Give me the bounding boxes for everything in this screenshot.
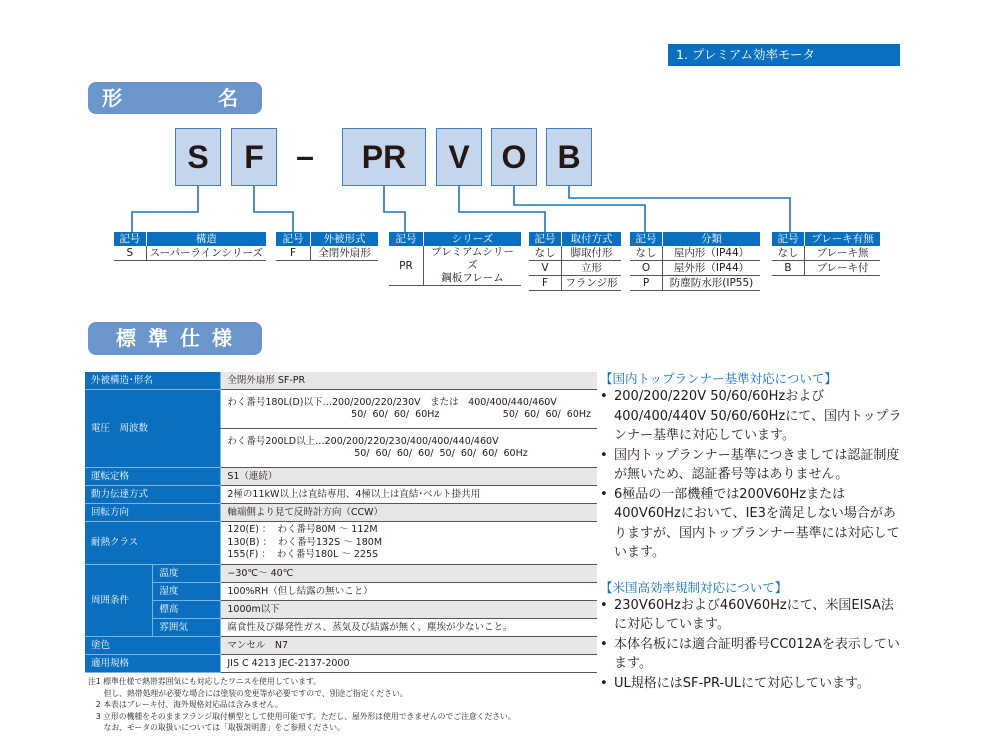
spec-label: 適用規格 (85, 655, 221, 673)
legend-header-classification: 分類 (663, 232, 761, 246)
spec-value (221, 390, 597, 429)
bullet-icon: • (600, 389, 608, 404)
legend-header-enclosure: 外被形式 (311, 232, 379, 246)
spec-row-ambient-temp (85, 565, 597, 583)
legend-structure (114, 232, 266, 261)
footnote-line: 3 立形の機種をそのままフランジ取付横型として使用可能です。ただし、屋外形は使用できませんのでご注意ください。 (88, 711, 516, 721)
spec-label: 耐熱クラス (85, 522, 221, 565)
spec-label: 動力伝達方式 (85, 486, 221, 504)
spec-value: JIS C 4213 JEC-2137-2000 (221, 655, 597, 673)
voltage-line-a2: 50/ 60/ 60/ 60Hz 50/ 60/ 60/ 60Hz (227, 409, 591, 420)
spec-row-ambient-humidity (85, 583, 597, 601)
connector-o (514, 186, 645, 232)
code-box-f: F (231, 128, 277, 186)
legend-header-symbol: 記号 (389, 232, 424, 246)
legend-header-symbol: 記号 (276, 232, 311, 246)
spec-label: 電圧 周波数 (85, 390, 221, 468)
legend-header-structure: 構造 (146, 232, 266, 246)
legend-classification (630, 232, 760, 291)
bullet-icon: • (600, 636, 608, 652)
note-item (600, 387, 905, 446)
spec-row-ambient-atmosphere (85, 619, 597, 637)
legend-symbol: F (529, 276, 562, 291)
code-box-v: V (436, 128, 482, 186)
legend-desc: 立形 (562, 261, 622, 276)
model-name-heading-char-1: 形 (102, 86, 122, 110)
code-dash: – (296, 138, 314, 174)
legend-row (276, 246, 378, 261)
note-text: 6極品の一部機種では200V60Hzまたは400V60Hzにおいて、IE3を満足しない場合がありますが、国内トップランナー基準には対応しています。 (614, 486, 900, 560)
legend-header-series: シリーズ (424, 232, 522, 246)
footnote-line: 2 本表はブレーキ付、海外規格対応品は含みません。 (88, 700, 283, 709)
note-item (600, 446, 905, 485)
spec-row-standard (85, 655, 597, 673)
spec-value: 1000m以下 (221, 601, 597, 619)
insulation-line-1: 120(E) ： わく番号80M ～ 112M (227, 524, 378, 536)
spec-value (221, 429, 597, 468)
connector-pr (384, 186, 405, 232)
legend-symbol: S (114, 246, 146, 261)
legend-symbol: O (630, 261, 663, 276)
spec-value: 全閉外扇形 SF-PR (221, 372, 597, 390)
voltage-line-a1: わく番号180L(D)以下…200/200/220/230V または 400/400/440/460V (227, 397, 557, 408)
model-name-heading (88, 82, 262, 114)
legend-desc (424, 246, 522, 286)
footnote-line: 但し、熱帯処理が必要な場合には塗装の変更等が必要ですので、別途ご指定ください。 (88, 688, 408, 698)
legend-desc: 屋内形（IP44） (663, 246, 761, 261)
legend-desc: スーパーラインシリーズ (146, 246, 266, 261)
model-name-heading-char-2: 名 (218, 86, 238, 110)
legend-desc: フランジ形 (562, 276, 622, 291)
legend-row (630, 246, 760, 261)
legend-mounting (529, 232, 621, 291)
spec-label: 回転方向 (85, 504, 221, 522)
legend-desc: 脚取付形 (562, 246, 622, 261)
note-text: UL規格にはSF-PR-ULにて対応しています。 (614, 675, 870, 691)
legend-header-brake: ブレーキ有無 (805, 232, 881, 246)
connector-b (569, 186, 790, 232)
note-item (600, 485, 905, 563)
legend-desc-line-1: プレミアムシリーズ (431, 246, 514, 271)
note-text: 本体名板には適合証明番号CC012Aを表示しています。 (614, 636, 900, 671)
spec-label: 塗色 (85, 637, 221, 655)
bullet-icon: • (600, 675, 608, 691)
legend-header-symbol: 記号 (630, 232, 663, 246)
bullet-icon: • (600, 597, 608, 613)
legend-desc: 屋外形（IP44） (663, 261, 761, 276)
legend-symbol: PR (389, 246, 424, 286)
footnote-line: 注1 標準仕様で熱帯雰囲気にも対応したワニスを使用しています。 (88, 677, 321, 686)
voltage-line-b1: わく番号200LD以上…200/200/220/230/400/400/440/460V (227, 436, 499, 447)
legend-row (389, 246, 521, 286)
legend-symbol: なし (772, 246, 805, 261)
legend-row (529, 246, 621, 261)
legend-symbol: P (630, 276, 663, 291)
code-box-b: B (546, 128, 592, 186)
spec-row-transmission (85, 486, 597, 504)
legend-row (772, 246, 880, 261)
spec-sublabel: 雰囲気 (153, 619, 221, 637)
legend-row (772, 261, 880, 276)
spec-value: 軸端側より見て反時計方向（CCW） (221, 504, 597, 522)
voltage-line-b2: 50/ 60/ 60/ 60/ 50/ 60/ 60/ 60Hz (227, 448, 528, 459)
legend-symbol: B (772, 261, 805, 276)
legend-header-symbol: 記号 (114, 232, 146, 246)
legend-desc: ブレーキ付 (805, 261, 881, 276)
spec-row-duty (85, 468, 597, 486)
bullet-icon: • (600, 486, 608, 502)
legend-desc: 防塵防水形(IP55) (663, 276, 761, 291)
spec-sublabel: 標高 (153, 601, 221, 619)
spec-row-rotation (85, 504, 597, 522)
footnotes (88, 676, 608, 734)
spec-value: −30℃～ 40℃ (221, 565, 597, 583)
legend-row (630, 261, 760, 276)
spec-value: 100%RH（但し結露の無いこと） (221, 583, 597, 601)
legend-enclosure (276, 232, 378, 261)
spec-value: S1（連続） (221, 468, 597, 486)
spec-value (221, 522, 597, 565)
standard-spec-heading: 標準仕様 (88, 322, 262, 355)
spec-value: 2極の11kW以上は直結専用、4極以上は直結･ベルト掛共用 (221, 486, 597, 504)
legend-symbol: なし (630, 246, 663, 261)
spec-row-ambient-altitude (85, 601, 597, 619)
spec-sublabel: 湿度 (153, 583, 221, 601)
legend-brake (772, 232, 880, 276)
bullet-icon: • (600, 447, 608, 463)
spec-row-paint (85, 637, 597, 655)
code-box-o: O (491, 128, 537, 186)
code-box-s: S (175, 128, 221, 186)
legend-row (114, 246, 266, 261)
right-notes (600, 370, 905, 693)
connector-s (132, 186, 198, 232)
spec-value: マンセル N7 (221, 637, 597, 655)
note-text: 230V60Hzおよび460V60Hzにて、米国EISA法に対応しています。 (614, 597, 894, 632)
legend-row (529, 261, 621, 276)
legend-row (630, 276, 760, 291)
spec-label: 外被構造･形名 (85, 372, 221, 390)
note-item (600, 596, 905, 635)
legend-row (529, 276, 621, 291)
connector-f (254, 186, 293, 232)
note-text: 国内トップランナー基準につきましては認証制度が無いため、認証番号等はありません。 (614, 447, 900, 482)
domestic-toprunner-heading: 【国内トップランナー基準対応について】 (600, 371, 837, 386)
spec-row-voltage-a (85, 390, 597, 429)
insulation-line-3: 155(F) ： わく番号180L ～ 225S (227, 549, 379, 561)
legend-desc: ブレーキ無 (805, 246, 881, 261)
insulation-line-2: 130(B) ： わく番号132S ～ 180M (227, 536, 383, 548)
note-item (600, 674, 905, 694)
spec-row-insulation (85, 522, 597, 565)
legend-header-symbol: 記号 (529, 232, 562, 246)
legend-symbol: F (276, 246, 311, 261)
spec-value: 腐食性及び爆発性ガス、蒸気及び結露が無く、塵埃が少ないこと。 (221, 619, 597, 637)
legend-desc-line-2: 鋼板フレーム (441, 272, 504, 284)
legend-symbol: なし (529, 246, 562, 261)
spec-label: 運転定格 (85, 468, 221, 486)
footnote-line: なお、モータの取扱いについては「取扱説明書」をご参照ください。 (88, 723, 345, 732)
spec-sublabel: 温度 (153, 565, 221, 583)
us-efficiency-heading: 【米国高効率規制対応について】 (600, 579, 788, 595)
legend-desc: 全閉外扇形 (311, 246, 379, 261)
section-banner: 1. プレミアム効率モータ (668, 44, 900, 66)
connector-v (459, 186, 545, 232)
code-box-pr: PR (342, 128, 426, 186)
spec-label: 周囲条件 (85, 565, 153, 637)
note-item (600, 635, 905, 674)
note-text: 200/200/220V 50/60/60Hzおよび400/400/440V 50/60/60Hzにて、国内トップランナー基準に対応しています。 (614, 389, 902, 443)
legend-series (389, 232, 521, 286)
legend-header-mounting: 取付方式 (562, 232, 622, 246)
standard-spec-table (85, 372, 597, 673)
spec-row-enclosure (85, 372, 597, 390)
legend-header-symbol: 記号 (772, 232, 805, 246)
legend-symbol: V (529, 261, 562, 276)
